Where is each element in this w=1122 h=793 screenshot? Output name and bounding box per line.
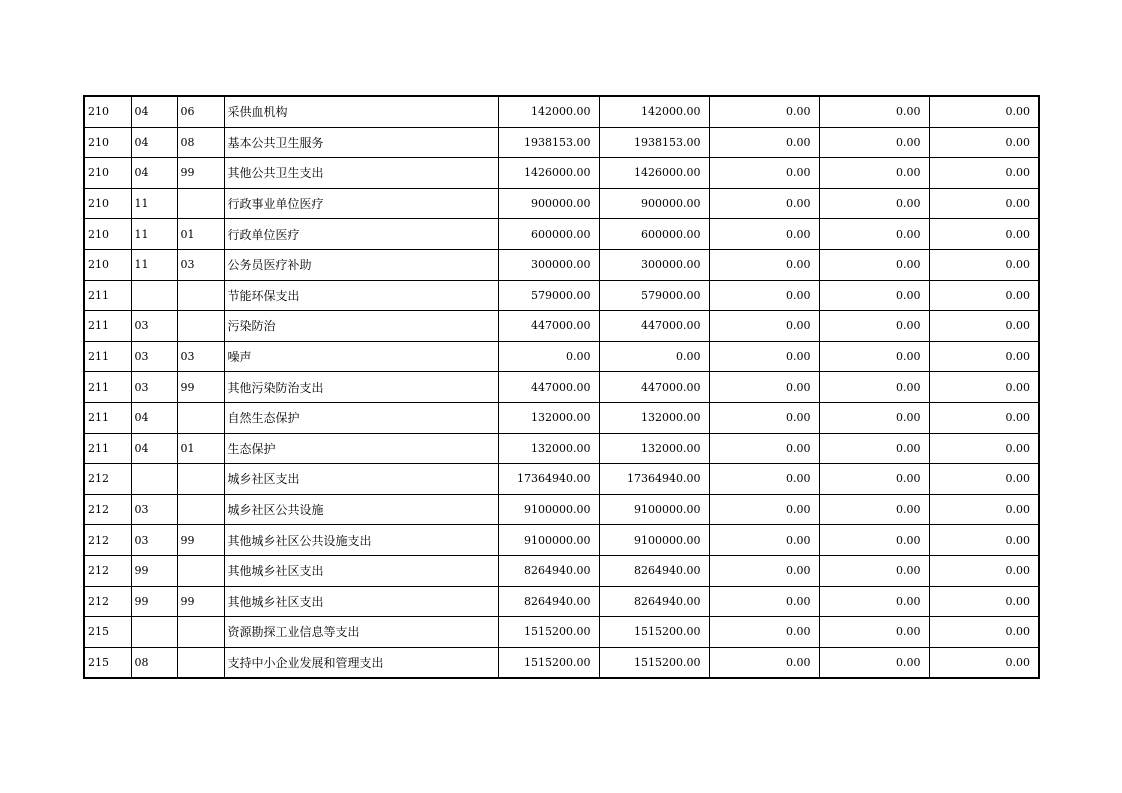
item-code-cell: 04 (131, 402, 177, 433)
amount-cell-2: 8264940.00 (599, 555, 709, 586)
item-code-cell: 03 (131, 372, 177, 403)
amount-cell-4: 0.00 (819, 402, 929, 433)
subitem-code-cell: 01 (177, 433, 224, 464)
class-code-cell: 210 (84, 158, 131, 189)
total-amount-cell: 900000.00 (498, 188, 599, 219)
amount-cell-3: 0.00 (709, 341, 819, 372)
table-row (84, 402, 1039, 433)
amount-cell-4: 0.00 (819, 341, 929, 372)
table-row (84, 586, 1039, 617)
amount-cell-3: 0.00 (709, 96, 819, 127)
subject-name-cell: 城乡社区公共设施 (224, 494, 498, 525)
item-code-cell: 99 (131, 586, 177, 617)
amount-cell-4: 0.00 (819, 311, 929, 342)
class-code-cell: 210 (84, 219, 131, 250)
amount-cell-4: 0.00 (819, 647, 929, 678)
table-row (84, 525, 1039, 556)
subject-name-cell: 其他城乡社区支出 (224, 586, 498, 617)
amount-cell-2: 1515200.00 (599, 647, 709, 678)
total-amount-cell: 1938153.00 (498, 127, 599, 158)
subitem-code-cell (177, 494, 224, 525)
total-amount-cell: 8264940.00 (498, 586, 599, 617)
total-amount-cell: 9100000.00 (498, 494, 599, 525)
amount-cell-2: 8264940.00 (599, 586, 709, 617)
item-code-cell: 11 (131, 188, 177, 219)
subject-name-cell: 污染防治 (224, 311, 498, 342)
subject-name-cell: 城乡社区支出 (224, 464, 498, 495)
total-amount-cell: 8264940.00 (498, 555, 599, 586)
subitem-code-cell (177, 402, 224, 433)
table-row (84, 249, 1039, 280)
subitem-code-cell: 08 (177, 127, 224, 158)
item-code-cell (131, 280, 177, 311)
total-amount-cell: 0.00 (498, 341, 599, 372)
subject-name-cell: 生态保护 (224, 433, 498, 464)
amount-cell-3: 0.00 (709, 219, 819, 250)
total-amount-cell: 17364940.00 (498, 464, 599, 495)
subject-name-cell: 自然生态保护 (224, 402, 498, 433)
item-code-cell: 11 (131, 249, 177, 280)
amount-cell-4: 0.00 (819, 219, 929, 250)
class-code-cell: 212 (84, 494, 131, 525)
class-code-cell: 215 (84, 617, 131, 648)
table-row (84, 433, 1039, 464)
total-amount-cell: 132000.00 (498, 433, 599, 464)
class-code-cell: 210 (84, 188, 131, 219)
subitem-code-cell (177, 555, 224, 586)
item-code-cell (131, 617, 177, 648)
class-code-cell: 210 (84, 249, 131, 280)
class-code-cell: 211 (84, 402, 131, 433)
amount-cell-5: 0.00 (929, 525, 1039, 556)
amount-cell-4: 0.00 (819, 372, 929, 403)
table-row (84, 555, 1039, 586)
item-code-cell: 03 (131, 311, 177, 342)
amount-cell-2: 447000.00 (599, 311, 709, 342)
amount-cell-3: 0.00 (709, 494, 819, 525)
total-amount-cell: 1515200.00 (498, 617, 599, 648)
subject-name-cell: 噪声 (224, 341, 498, 372)
subitem-code-cell: 06 (177, 96, 224, 127)
amount-cell-5: 0.00 (929, 372, 1039, 403)
item-code-cell: 03 (131, 525, 177, 556)
amount-cell-5: 0.00 (929, 249, 1039, 280)
amount-cell-5: 0.00 (929, 586, 1039, 617)
class-code-cell: 211 (84, 341, 131, 372)
amount-cell-5: 0.00 (929, 647, 1039, 678)
subject-name-cell: 资源勘探工业信息等支出 (224, 617, 498, 648)
subject-name-cell: 其他城乡社区支出 (224, 555, 498, 586)
table-row (84, 127, 1039, 158)
amount-cell-5: 0.00 (929, 280, 1039, 311)
subitem-code-cell (177, 647, 224, 678)
amount-cell-2: 142000.00 (599, 96, 709, 127)
amount-cell-4: 0.00 (819, 586, 929, 617)
amount-cell-5: 0.00 (929, 402, 1039, 433)
table-row (84, 96, 1039, 127)
amount-cell-4: 0.00 (819, 249, 929, 280)
item-code-cell: 04 (131, 433, 177, 464)
amount-cell-3: 0.00 (709, 617, 819, 648)
amount-cell-2: 579000.00 (599, 280, 709, 311)
total-amount-cell: 447000.00 (498, 372, 599, 403)
subject-name-cell: 支持中小企业发展和管理支出 (224, 647, 498, 678)
class-code-cell: 212 (84, 586, 131, 617)
table-row (84, 647, 1039, 678)
amount-cell-2: 132000.00 (599, 433, 709, 464)
total-amount-cell: 1426000.00 (498, 158, 599, 189)
amount-cell-5: 0.00 (929, 617, 1039, 648)
amount-cell-2: 300000.00 (599, 249, 709, 280)
amount-cell-5: 0.00 (929, 555, 1039, 586)
table-row (84, 219, 1039, 250)
item-code-cell: 04 (131, 127, 177, 158)
amount-cell-3: 0.00 (709, 372, 819, 403)
subject-name-cell: 行政单位医疗 (224, 219, 498, 250)
subitem-code-cell: 99 (177, 525, 224, 556)
item-code-cell: 08 (131, 647, 177, 678)
amount-cell-4: 0.00 (819, 158, 929, 189)
amount-cell-5: 0.00 (929, 433, 1039, 464)
amount-cell-3: 0.00 (709, 433, 819, 464)
amount-cell-3: 0.00 (709, 464, 819, 495)
amount-cell-3: 0.00 (709, 647, 819, 678)
item-code-cell: 04 (131, 96, 177, 127)
amount-cell-3: 0.00 (709, 555, 819, 586)
amount-cell-3: 0.00 (709, 402, 819, 433)
subject-name-cell: 公务员医疗补助 (224, 249, 498, 280)
amount-cell-2: 0.00 (599, 341, 709, 372)
class-code-cell: 212 (84, 464, 131, 495)
table-body (84, 96, 1039, 678)
amount-cell-5: 0.00 (929, 188, 1039, 219)
amount-cell-5: 0.00 (929, 127, 1039, 158)
amount-cell-2: 9100000.00 (599, 525, 709, 556)
class-code-cell: 212 (84, 555, 131, 586)
item-code-cell (131, 464, 177, 495)
subitem-code-cell (177, 311, 224, 342)
table-row (84, 188, 1039, 219)
amount-cell-3: 0.00 (709, 127, 819, 158)
item-code-cell: 03 (131, 494, 177, 525)
subject-name-cell: 其他污染防治支出 (224, 372, 498, 403)
amount-cell-4: 0.00 (819, 188, 929, 219)
amount-cell-5: 0.00 (929, 219, 1039, 250)
subject-name-cell: 行政事业单位医疗 (224, 188, 498, 219)
subitem-code-cell (177, 464, 224, 495)
table-row (84, 341, 1039, 372)
budget-table (83, 95, 1040, 679)
amount-cell-2: 1938153.00 (599, 127, 709, 158)
amount-cell-5: 0.00 (929, 311, 1039, 342)
total-amount-cell: 600000.00 (498, 219, 599, 250)
total-amount-cell: 132000.00 (498, 402, 599, 433)
amount-cell-2: 17364940.00 (599, 464, 709, 495)
amount-cell-3: 0.00 (709, 525, 819, 556)
item-code-cell: 04 (131, 158, 177, 189)
subitem-code-cell: 03 (177, 341, 224, 372)
table-row (84, 158, 1039, 189)
class-code-cell: 211 (84, 372, 131, 403)
class-code-cell: 211 (84, 280, 131, 311)
item-code-cell: 11 (131, 219, 177, 250)
amount-cell-4: 0.00 (819, 127, 929, 158)
amount-cell-5: 0.00 (929, 494, 1039, 525)
subitem-code-cell (177, 280, 224, 311)
subject-name-cell: 其他城乡社区公共设施支出 (224, 525, 498, 556)
amount-cell-3: 0.00 (709, 280, 819, 311)
amount-cell-4: 0.00 (819, 433, 929, 464)
amount-cell-2: 447000.00 (599, 372, 709, 403)
table-row (84, 464, 1039, 495)
amount-cell-5: 0.00 (929, 96, 1039, 127)
subitem-code-cell: 99 (177, 372, 224, 403)
class-code-cell: 211 (84, 433, 131, 464)
subject-name-cell: 采供血机构 (224, 96, 498, 127)
table-row (84, 280, 1039, 311)
amount-cell-3: 0.00 (709, 586, 819, 617)
amount-cell-2: 1515200.00 (599, 617, 709, 648)
total-amount-cell: 579000.00 (498, 280, 599, 311)
subitem-code-cell (177, 188, 224, 219)
total-amount-cell: 300000.00 (498, 249, 599, 280)
amount-cell-3: 0.00 (709, 311, 819, 342)
amount-cell-2: 1426000.00 (599, 158, 709, 189)
class-code-cell: 212 (84, 525, 131, 556)
amount-cell-2: 600000.00 (599, 219, 709, 250)
class-code-cell: 210 (84, 127, 131, 158)
amount-cell-4: 0.00 (819, 525, 929, 556)
amount-cell-5: 0.00 (929, 158, 1039, 189)
amount-cell-3: 0.00 (709, 249, 819, 280)
class-code-cell: 215 (84, 647, 131, 678)
amount-cell-4: 0.00 (819, 617, 929, 648)
total-amount-cell: 9100000.00 (498, 525, 599, 556)
amount-cell-3: 0.00 (709, 188, 819, 219)
subitem-code-cell: 99 (177, 158, 224, 189)
amount-cell-2: 9100000.00 (599, 494, 709, 525)
amount-cell-4: 0.00 (819, 494, 929, 525)
amount-cell-5: 0.00 (929, 341, 1039, 372)
table-row (84, 494, 1039, 525)
amount-cell-4: 0.00 (819, 96, 929, 127)
subitem-code-cell: 01 (177, 219, 224, 250)
amount-cell-5: 0.00 (929, 464, 1039, 495)
total-amount-cell: 447000.00 (498, 311, 599, 342)
amount-cell-2: 900000.00 (599, 188, 709, 219)
total-amount-cell: 1515200.00 (498, 647, 599, 678)
subitem-code-cell (177, 617, 224, 648)
amount-cell-2: 132000.00 (599, 402, 709, 433)
subitem-code-cell: 99 (177, 586, 224, 617)
amount-cell-3: 0.00 (709, 158, 819, 189)
item-code-cell: 03 (131, 341, 177, 372)
table-row (84, 372, 1039, 403)
total-amount-cell: 142000.00 (498, 96, 599, 127)
amount-cell-4: 0.00 (819, 464, 929, 495)
item-code-cell: 99 (131, 555, 177, 586)
subitem-code-cell: 03 (177, 249, 224, 280)
class-code-cell: 210 (84, 96, 131, 127)
subject-name-cell: 基本公共卫生服务 (224, 127, 498, 158)
subject-name-cell: 其他公共卫生支出 (224, 158, 498, 189)
amount-cell-4: 0.00 (819, 280, 929, 311)
class-code-cell: 211 (84, 311, 131, 342)
amount-cell-4: 0.00 (819, 555, 929, 586)
subject-name-cell: 节能环保支出 (224, 280, 498, 311)
table-row (84, 311, 1039, 342)
table-row (84, 617, 1039, 648)
